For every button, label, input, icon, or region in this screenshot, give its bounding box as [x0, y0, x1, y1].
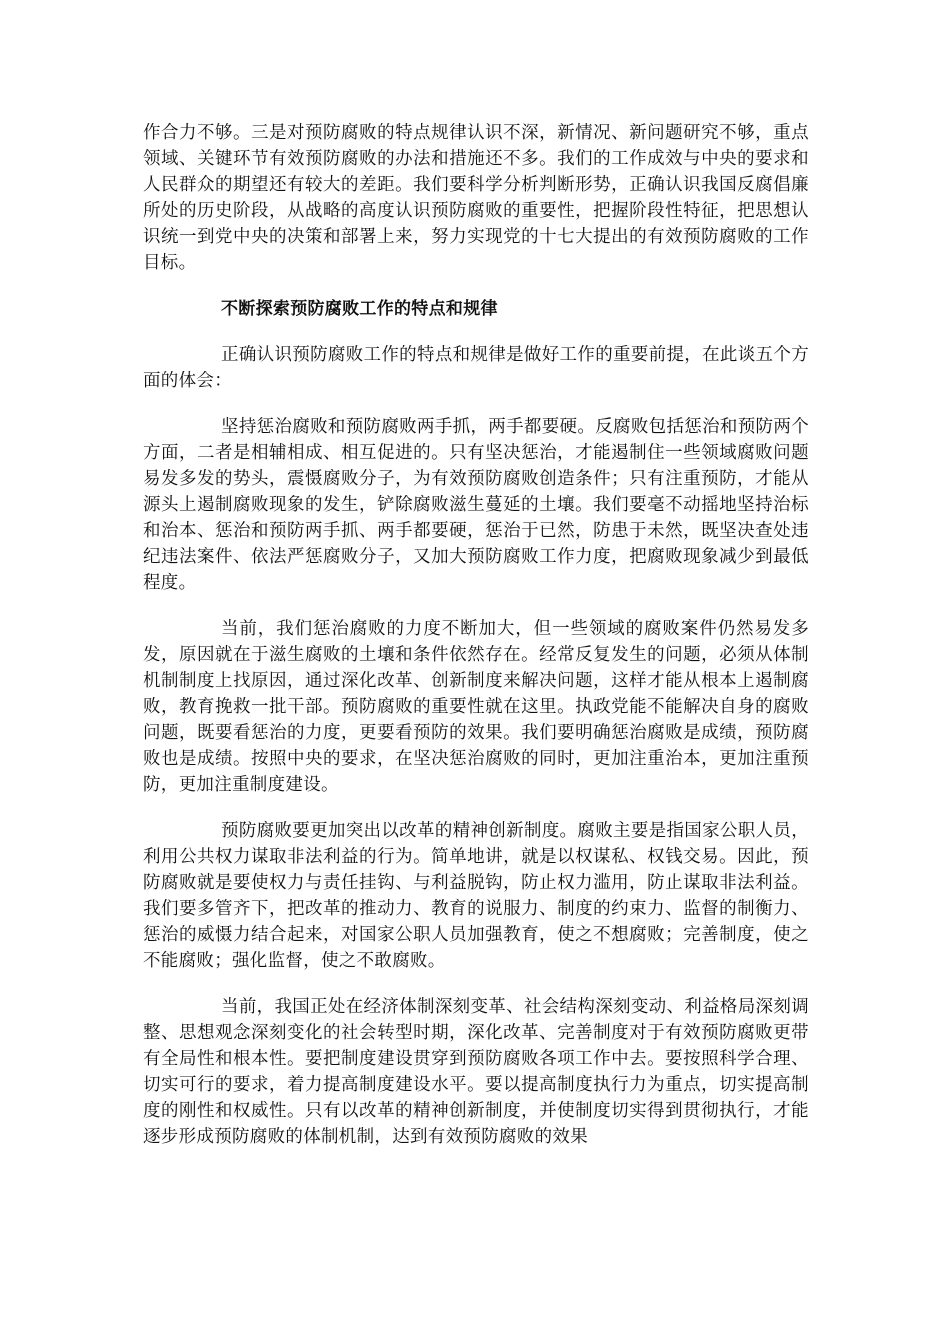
paragraph-1: 正确认识预防腐败工作的特点和规律是做好工作的重要前提，在此谈五个方面的体会： — [143, 345, 809, 391]
paragraph-4: 预防腐败要更加突出以改革的精神创新制度。腐败主要是指国家公职人员，利用公共权力谋取非法利益的行为。简单地讲，就是以权谋私、权钱交易。因此，预防腐败就是要使权力与责任挂钩、与利益脱钩，防止权力滥用，防止谋取非法利益。我们要多管齐下，把改革的推动力、教育的说服力、制度的约束力、监督的制衡力、惩治的威慑力结合起来，对国家公职人员加强教育，使之不想腐败；完善制度，使之不能腐败；强化监督，使之不敢腐败。 — [143, 821, 809, 971]
paragraph-5: 当前，我国正处在经济体制深刻变革、社会结构深刻变动、利益格局深刻调整、思想观念深刻变化的社会转型时期，深化改革、完善制度对于有效预防腐败更带有全局性和根本性。要把制度建设贯穿到预防腐败各项工作中去。要按照科学合理、切实可行的要求，着力提高制度建设水平。要以提高制度执行力为重点，切实提高制度的刚性和权威性。只有以改革的精神创新制度，并使制度切实得到贯彻执行，才能逐步形成预防腐败的体制机制，达到有效预防腐败的效果 — [143, 997, 809, 1147]
paragraph-2: 坚持惩治腐败和预防腐败两手抓，两手都要硬。反腐败包括惩治和预防两个方面，二者是相辅相成、相互促进的。只有坚决惩治，才能遏制住一些领域腐败问题易发多发的势头，震慑腐败分子，为有效预防腐败创造条件；只有注重预防，才能从源头上遏制腐败现象的发生，铲除腐败滋生蔓延的土壤。我们要毫不动摇地坚持治标和治本、惩治和预防两手抓、两手都要硬，惩治于已然，防患于未然，既坚决查处违纪违法案件、依法严惩腐败分子，又加大预防腐败工作力度，把腐败现象减少到最低程度。 — [143, 417, 809, 593]
paragraph-intro: 作合力不够。三是对预防腐败的特点规律认识不深，新情况、新问题研究不够，重点领域、关键环节有效预防腐败的办法和措施还不多。我们的工作成效与中央的要求和人民群众的期望还有较大的差距。我们要科学分析判断形势，正确认识我国反腐倡廉所处的历史阶段，从战略的高度认识预防腐败的重要性，把握阶段性特征，把思想认识统一到党中央的决策和部署上来，努力实现党的十七大提出的有效预防腐败的工作目标。 — [143, 123, 809, 273]
paragraph-3: 当前，我们惩治腐败的力度不断加大，但一些领域的腐败案件仍然易发多发，原因就在于滋生腐败的土壤和条件依然存在。经常反复发生的问题，必须从体制机制制度上找原因，通过深化改革、创新制度来解决问题，这样才能从根本上遏制腐败，教育挽救一批干部。预防腐败的重要性就在这里。执政党能不能解决自身的腐败问题，既要看惩治的力度，更要看预防的效果。我们要明确惩治腐败是成绩，预防腐败也是成绩。按照中央的要求，在坚决惩治腐败的同时，更加注重治本，更加注重预防，更加注重制度建设。 — [143, 619, 809, 795]
section-heading: 不断探索预防腐败工作的特点和规律 — [221, 299, 498, 319]
document-page — [143, 120, 809, 1170]
